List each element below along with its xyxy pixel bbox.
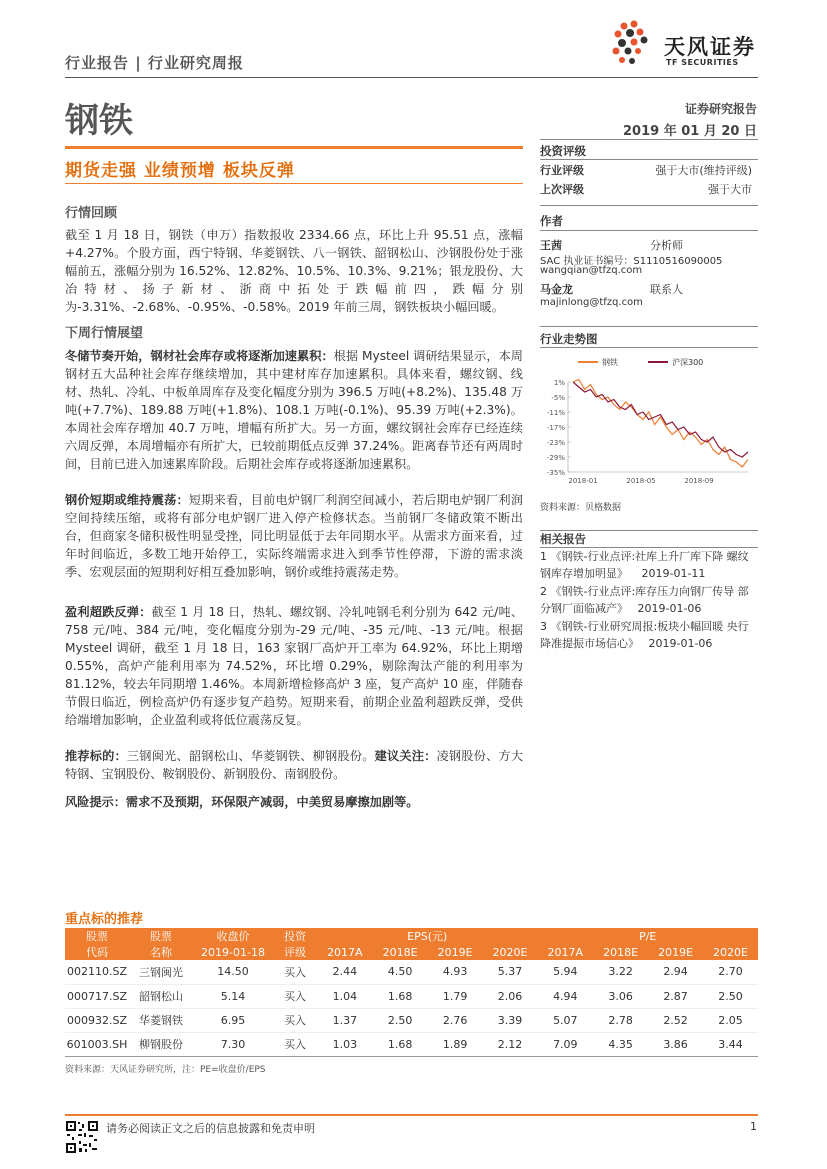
watch-stocks: 凌钢股份、方大特钢、宝钢股份、鞍钢股份、新钢股份、南钢股份。 (65, 749, 524, 781)
page-number: 1 (750, 1120, 757, 1133)
sidebar-divider (540, 139, 758, 140)
table-cell: 买入 (273, 960, 317, 984)
sidebar-divider (540, 205, 758, 206)
table-subheader-cell: 2020E (703, 944, 758, 960)
title-bottom-rule (65, 183, 523, 184)
risk-warning: 风险提示：需求不及预期，环保限产减弱，中美贸易摩擦加剧等。 (65, 795, 419, 809)
table-row (65, 1032, 758, 1056)
table-cell: 三钢闽光 (129, 960, 193, 984)
table-row (65, 960, 758, 984)
table-cell: 3.06 (593, 984, 648, 1008)
chart-heading: 行业走势图 (540, 332, 598, 346)
footer-disclaimer[interactable]: 请务必阅读正文之后的信息披露和免责申明 (106, 1122, 315, 1135)
rating-heading: 投资评级 (540, 144, 586, 158)
section-market-review-heading: 行情回顾 (65, 206, 118, 221)
inventory-paragraph-lead: 冬储节奏开始，钢材社会库存或将逐渐加速累积： (65, 349, 334, 363)
sidebar-divider (540, 326, 758, 327)
table-cell: 3.86 (648, 1032, 703, 1056)
table-cell: 1.68 (373, 984, 428, 1008)
table-cell: 买入 (273, 1008, 317, 1032)
related-report-2[interactable] (540, 583, 758, 617)
y-tick-label: -11% (546, 409, 565, 417)
table-cell: 7.30 (193, 1032, 273, 1056)
previous-rating-row (540, 181, 758, 197)
table-subheader-cell: 2019-01-18 (193, 944, 273, 960)
table-cell: 2.50 (373, 1008, 428, 1032)
table-cell: 4.93 (428, 960, 483, 984)
table-cell: 韶钢松山 (129, 984, 193, 1008)
sidebar-divider (540, 230, 758, 231)
report-category: 行业报告 | 行业研究周报 (65, 54, 244, 72)
table-cell: 5.14 (193, 984, 273, 1008)
table-title: 重点标的推荐 (65, 912, 144, 927)
table-subheader-cell: 2017A (537, 944, 593, 960)
table-row (65, 984, 758, 1008)
related-report-1-date: 2019-01-11 (641, 567, 706, 580)
table-subheader-cell: 代码 (65, 944, 129, 960)
table-cell: 买入 (273, 984, 317, 1008)
x-tick-label: 2018-01 (568, 477, 598, 485)
table-cell: 1.37 (317, 1008, 373, 1032)
table-subheader-cell: 评级 (273, 944, 317, 960)
table-cell: 2.50 (703, 984, 758, 1008)
report-type: 证券研究报告 (684, 102, 757, 116)
table-cell: 柳钢股份 (129, 1032, 193, 1056)
authors-heading: 作者 (540, 214, 563, 228)
table-cell: 2.94 (648, 960, 703, 984)
recommended-lead: 推荐标的： (65, 749, 127, 763)
x-tick-label: 2018-09 (684, 477, 714, 485)
author-1-name: 王茜 (540, 239, 562, 252)
y-tick-label: -35% (546, 469, 565, 477)
inventory-paragraph (65, 347, 523, 473)
qr-code-icon (65, 1120, 99, 1154)
y-tick-label: 1% (553, 379, 565, 387)
table-cell: 1.04 (317, 984, 373, 1008)
table-cell: 002110.SZ (65, 960, 129, 984)
chart-source: 资料来源：贝格数据 (540, 503, 622, 513)
table-row (65, 1008, 758, 1032)
y-tick-label: -5% (551, 394, 565, 402)
related-reports-heading: 相关报告 (540, 532, 586, 546)
table-cell: 2.12 (483, 1032, 538, 1056)
author-1-sac: SAC 执业证书编号：S1110516090005 (540, 256, 723, 267)
inventory-paragraph-body: 根据 Mysteel 调研结果显示，本周钢材五大品种社会库存继续增加，其中建材库存加速累积。具体来看，螺纹钢、线材、热轧、冷轧、中板单周库存及变化幅度分别为 396.5 万吨(+8.2%)、135.48 万吨(+7.7%)、189.88 万吨(+1.8%)、108.1 万吨(-0.1%)、95.39 万吨(+2.3%)。本周社会库存增加 40.7 万吨，增幅有所扩大。另一方面，螺纹钢社会库存已经连续六周反弹，本周增幅亦有所扩大，已较前期低点反弹 37.24%。距离春节还有两周时间，目前已进入加速累库阶段。后期社会库存或将逐渐加速累积。 (65, 349, 523, 471)
industry-trend-chart (538, 350, 760, 490)
table-header-cell: 股票 (129, 928, 193, 944)
table-subheader-cell: 名称 (129, 944, 193, 960)
table-source: 资料来源：天风证券研究所，注：PE=收盘价/EPS (65, 1065, 266, 1075)
table-header-cell: 投资 (273, 928, 317, 944)
table-cell: 4.35 (593, 1032, 648, 1056)
table-subheader-cell: 2017A (317, 944, 373, 960)
table-cell: 2.78 (593, 1008, 648, 1032)
footer-divider (65, 1114, 758, 1116)
table-cell: 601003.SH (65, 1032, 129, 1056)
industry-name: 钢铁 (65, 101, 133, 141)
table-cell: 7.09 (537, 1032, 593, 1056)
table-cell: 2.06 (483, 984, 538, 1008)
table-cell: 4.94 (537, 984, 593, 1008)
recommendation-paragraph (65, 747, 523, 783)
watch-lead: 建议关注： (374, 749, 437, 763)
legend-label: 钢铁 (602, 358, 618, 367)
table-cell: 2.52 (648, 1008, 703, 1032)
table-cell: 2.87 (648, 984, 703, 1008)
table-cell: 5.37 (483, 960, 538, 984)
sidebar-divider (540, 159, 758, 160)
table-cell: 1.03 (317, 1032, 373, 1056)
profit-paragraph-lead: 盈利超跌反弹： (65, 605, 152, 619)
x-tick-label: 2018-05 (626, 477, 656, 485)
price-paragraph-lead: 钢价短期或维持震荡： (65, 493, 189, 507)
industry-rating-row (540, 162, 758, 178)
stock-recommendation-table (65, 928, 758, 1057)
table-cell: 2.05 (703, 1008, 758, 1032)
price-paragraph-body: 短期来看，目前电炉钢厂利润空间减小，若后期电炉钢厂利润空间持续压缩，或将有部分电炉钢厂进入停产检修状态。当前钢厂冬储政策不断出台，但商家冬储积极性明显受挫，同比明显低于去年同期水平。从需求方面来看，过年时间临近，多数工地开始停工，实际终端需求进入到季节性停滞，下游的需求淡季、宏观层面的短期利好相互叠加影响，钢价或维持震荡走势。 (65, 493, 524, 579)
author-2-name: 马金龙 (540, 283, 573, 296)
recommended-stocks: 三钢闽光、韶钢松山、华菱钢铁、柳钢股份。 (126, 749, 375, 763)
table-cell: 2.76 (428, 1008, 483, 1032)
table-subheader-cell: 2019E (428, 944, 483, 960)
title-top-rule (65, 146, 523, 149)
author-1-email[interactable]: wangqian@tfzq.com (540, 265, 643, 276)
section-outlook-heading: 下周行情展望 (65, 326, 144, 341)
table-header-cell-eps: EPS(元) (317, 928, 537, 944)
related-report-3-title[interactable]: 3 《钢铁-行业研究周报:板块小幅回暖 央行降准提振市场信心》 (540, 620, 749, 650)
report-date: 2019 年 01 月 20 日 (623, 124, 757, 139)
table-cell: 3.44 (703, 1032, 758, 1056)
table-header-row-1 (65, 928, 758, 944)
previous-rating-value: 强于大市 (708, 183, 752, 196)
related-report-3-date: 2019-01-06 (648, 637, 713, 650)
table-header-cell-pe: P/E (537, 928, 758, 944)
table-cell: 买入 (273, 1032, 317, 1056)
table-cell: 000717.SZ (65, 984, 129, 1008)
table-cell: 1.79 (428, 984, 483, 1008)
table-cell: 2.70 (703, 960, 758, 984)
table-subheader-cell: 2018E (593, 944, 648, 960)
market-review-paragraph: 截至 1 月 18 日，钢铁（申万）指数报收 2334.66 点，环比上升 95.51 点，涨幅+4.27%。个股方面，西宁特钢、华菱钢铁、八一钢铁、韶钢松山、沙钢股份处于涨幅前五，涨幅分别为 16.52%、12.82%、10.5%、10.3%、9.21%；银龙股份、大冶特材、扬子新材、浙商中拓处于跌幅前四，跌幅分别为-3.31%、-2.68%、-0.95%、-0.58%。2019 年前三周，钢铁板块小幅回暖。 (65, 228, 523, 314)
profit-paragraph (65, 603, 523, 729)
table-subheader-cell: 2020E (483, 944, 538, 960)
header-divider (65, 77, 758, 78)
table-cell: 14.50 (193, 960, 273, 984)
table-cell: 1.68 (373, 1032, 428, 1056)
related-report-2-date: 2019-01-06 (637, 602, 702, 615)
table-cell: 1.89 (428, 1032, 483, 1056)
price-paragraph (65, 491, 523, 581)
profit-paragraph-body: 截至 1 月 18 日，热轧、螺纹钢、冷轧吨钢毛利分别为 642 元/吨、758 元/吨、384 元/吨，变化幅度分别为-29 元/吨、-35 元/吨、-13 元/吨。根据 Mysteel 调研，截至 1 月 18 日，163 家钢厂高炉开工率为 64.92%，环比上期增 0.55%，高炉产能利用率为 74.52%，环比增 0.29%，剔除淘汰产能的利用率为 81.12%，较去年同期增 1.46%。本周新增检修高炉 3 座，复产高炉 10 座，伴随春节假日临近，例检高炉仍有逐步复产趋势。短期来看，前期企业盈利超跌反弹，受供给端增加影响，企业盈利或将低位震荡反复。 (65, 605, 524, 727)
table-subheader-cell: 2018E (373, 944, 428, 960)
table-cell: 3.39 (483, 1008, 538, 1032)
related-report-1-title[interactable]: 1 《钢铁-行业点评:社库上升厂库下降 螺纹钢库存增加明显》 (540, 550, 749, 580)
table-cell: 2.44 (317, 960, 373, 984)
table-cell: 3.22 (593, 960, 648, 984)
table-cell: 000932.SZ (65, 1008, 129, 1032)
series-line (573, 380, 748, 468)
table-subheader-cell: 2019E (648, 944, 703, 960)
table-cell: 6.95 (193, 1008, 273, 1032)
previous-rating-label: 上次评级 (540, 183, 584, 196)
related-report-3[interactable] (540, 618, 758, 652)
report-title: 期货走强 业绩预增 板块反弹 (65, 161, 295, 181)
tf-logo-icon (610, 20, 656, 70)
table-cell: 5.07 (537, 1008, 593, 1032)
series-line (573, 382, 748, 457)
related-report-1[interactable] (540, 548, 758, 582)
author-2-role: 联系人 (650, 283, 683, 296)
related-report-2-title[interactable]: 2 《钢铁-行业点评:库存压力向钢厂传导 部分钢厂面临减产》 (540, 585, 749, 615)
industry-rating-value: 强于大市(维持评级) (655, 164, 752, 177)
table-header-cell: 股票 (65, 928, 129, 944)
table-cell: 华菱钢铁 (129, 1008, 193, 1032)
author-2-email[interactable]: majinlong@tfzq.com (540, 297, 643, 308)
table-header-cell: 收盘价 (193, 928, 273, 944)
y-tick-label: -17% (546, 424, 565, 432)
y-tick-label: -23% (546, 439, 565, 447)
sidebar-divider (540, 347, 758, 348)
industry-rating-label: 行业评级 (540, 164, 584, 177)
author-1-role: 分析师 (650, 239, 683, 252)
table-cell: 4.50 (373, 960, 428, 984)
table-cell: 5.94 (537, 960, 593, 984)
table-header-row-2 (65, 944, 758, 960)
logo-text: 天风证券 (664, 35, 756, 59)
legend-label: 沪深300 (672, 358, 704, 367)
logo-text-en: TF SECURITIES (666, 58, 739, 67)
y-tick-label: -29% (546, 454, 565, 462)
